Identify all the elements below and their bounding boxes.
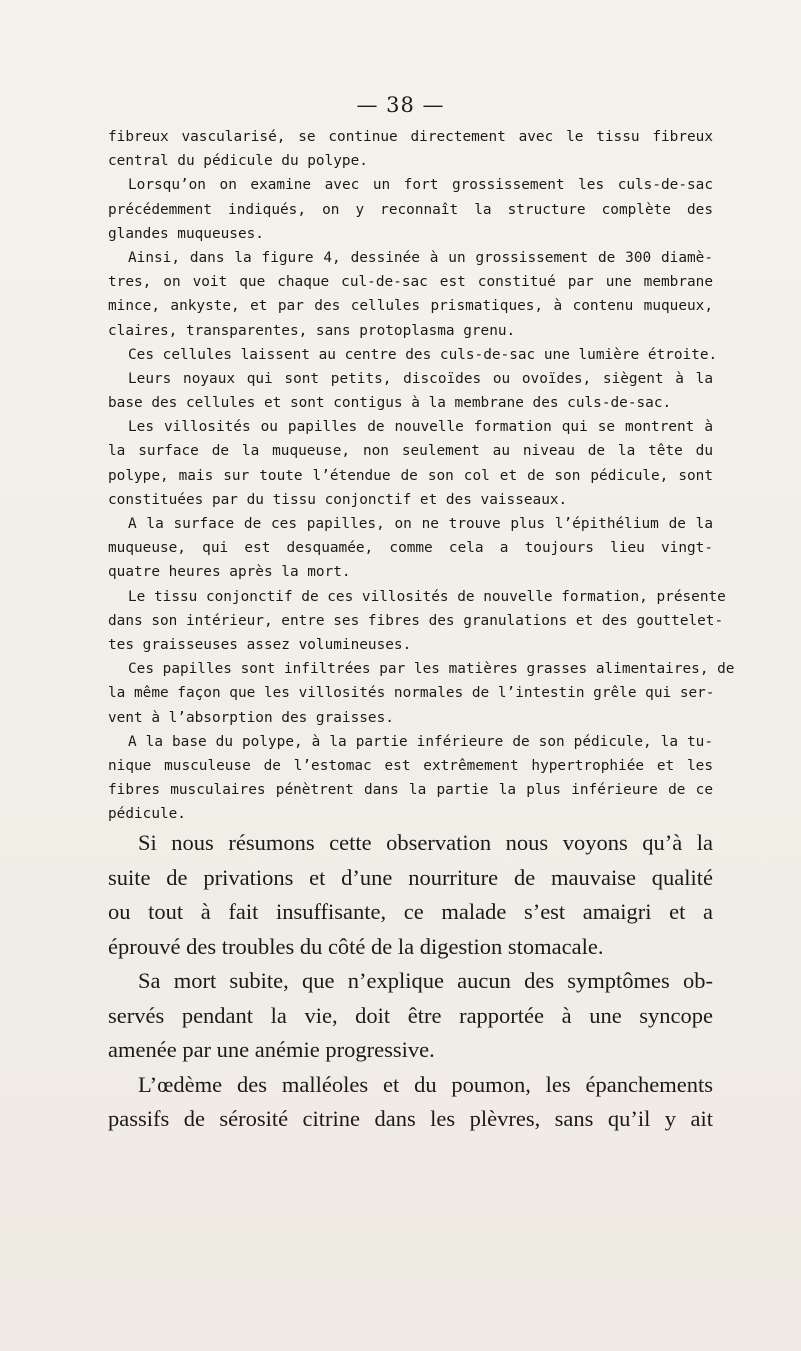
text-line: Ainsi, dans la figure 4, dessinée à un grossissement de 300 diamè- xyxy=(128,249,713,266)
text-line: central du pédicule du polype. xyxy=(108,153,368,170)
text-line: Lorsqu’on on examine avec un fort grossissement les culs-de-sac xyxy=(128,177,713,194)
small-print-section xyxy=(108,125,735,826)
text-line: précédemment indiqués, on y reconnaît la structure complète des xyxy=(108,201,713,218)
text-line: nique musculeuse de l’estomac est extrêmement hypertrophiée et les xyxy=(108,757,713,774)
text-line: suite de privations et d’une nourriture de mauvaise qualité xyxy=(108,864,713,890)
text-line: la même façon que les villosités normales de l’intestin grêle qui ser- xyxy=(108,685,715,702)
text-line: servés pendant la vie, doit être rapportée à une syncope xyxy=(108,1002,713,1028)
text-line: Ces cellules laissent au centre des culs-de-sac une lumière étroite. xyxy=(128,346,718,363)
text-line: base des cellules et sont contigus à la membrane des culs-de-sac. xyxy=(108,395,672,412)
text-line: quatre heures après la mort. xyxy=(108,564,351,581)
text-line: fibreux vascularisé, se continue directement avec le tissu fibreux xyxy=(108,129,713,145)
text-line: ou tout à fait insuffisante, ce malade s’est amaigri et a xyxy=(108,899,713,924)
text-line: dans son intérieur, entre ses fibres des granulations et des gouttelet- xyxy=(108,612,724,629)
text-line: constituées par du tissu conjonctif et des vaisseaux. xyxy=(108,491,568,508)
text-line: L’œdème des malléoles et du poumon, les épanchements xyxy=(138,1071,713,1097)
text-line: Les villosités ou papilles de nouvelle formation qui se montrent à xyxy=(128,419,713,436)
text-line: la surface de la muqueuse, non seulement au niveau de la tête du xyxy=(108,443,713,460)
text-line: Sa mort subite, que n’explique aucun des symptômes ob- xyxy=(138,968,713,993)
text-line: fibres musculaires pénètrent dans la partie la plus inférieure de ce xyxy=(108,782,713,799)
text-line: glandes muqueuses. xyxy=(108,225,264,242)
text-line: amenée par une anémie progressive. xyxy=(108,1037,435,1062)
text-line: tres, on voit que chaque cul-de-sac est constitué par une membrane xyxy=(108,274,713,291)
text-line: Le tissu conjonctif de ces villosités de nouvelle formation, présente xyxy=(128,588,726,605)
text-line: muqueuse, qui est desquamée, comme cela a toujours lieu vingt- xyxy=(108,540,713,557)
text-line: Leurs noyaux qui sont petits, discoïdes ou ovoïdes, siègent à la xyxy=(128,370,713,387)
text-line: mince, ankyste, et par des cellules prismatiques, à contenu muqueux, xyxy=(108,298,713,315)
text-line: tes graisseuses assez volumineuses. xyxy=(108,636,412,653)
text-line: vent à l’absorption des graisses. xyxy=(108,709,394,726)
text-line: passifs de sérosité citrine dans les plèvres, sans qu’il y ait xyxy=(108,1106,713,1131)
page-number: — 38 — xyxy=(356,93,445,117)
text-line: polype, mais sur toute l’étendue de son col et de son pédicule, sont xyxy=(108,467,713,484)
text-line: claires, transparentes, sans protoplasma grenu. xyxy=(108,322,516,339)
text-line: A la surface de ces papilles, on ne trouve plus l’épithélium de la xyxy=(128,516,713,532)
text-line: Si nous résumons cette observation nous voyons qu’à la xyxy=(138,830,713,855)
main-text-section xyxy=(108,826,713,1137)
text-line: éprouvé des troubles du côté de la digestion stomacale. xyxy=(108,933,604,959)
text-line: Ces papilles sont infiltrées par les matières grasses alimentaires, de xyxy=(128,661,735,678)
text-line: A la base du polype, à la partie inférieure de son pédicule, la tu- xyxy=(128,733,713,750)
text-line: pédicule. xyxy=(108,806,186,823)
